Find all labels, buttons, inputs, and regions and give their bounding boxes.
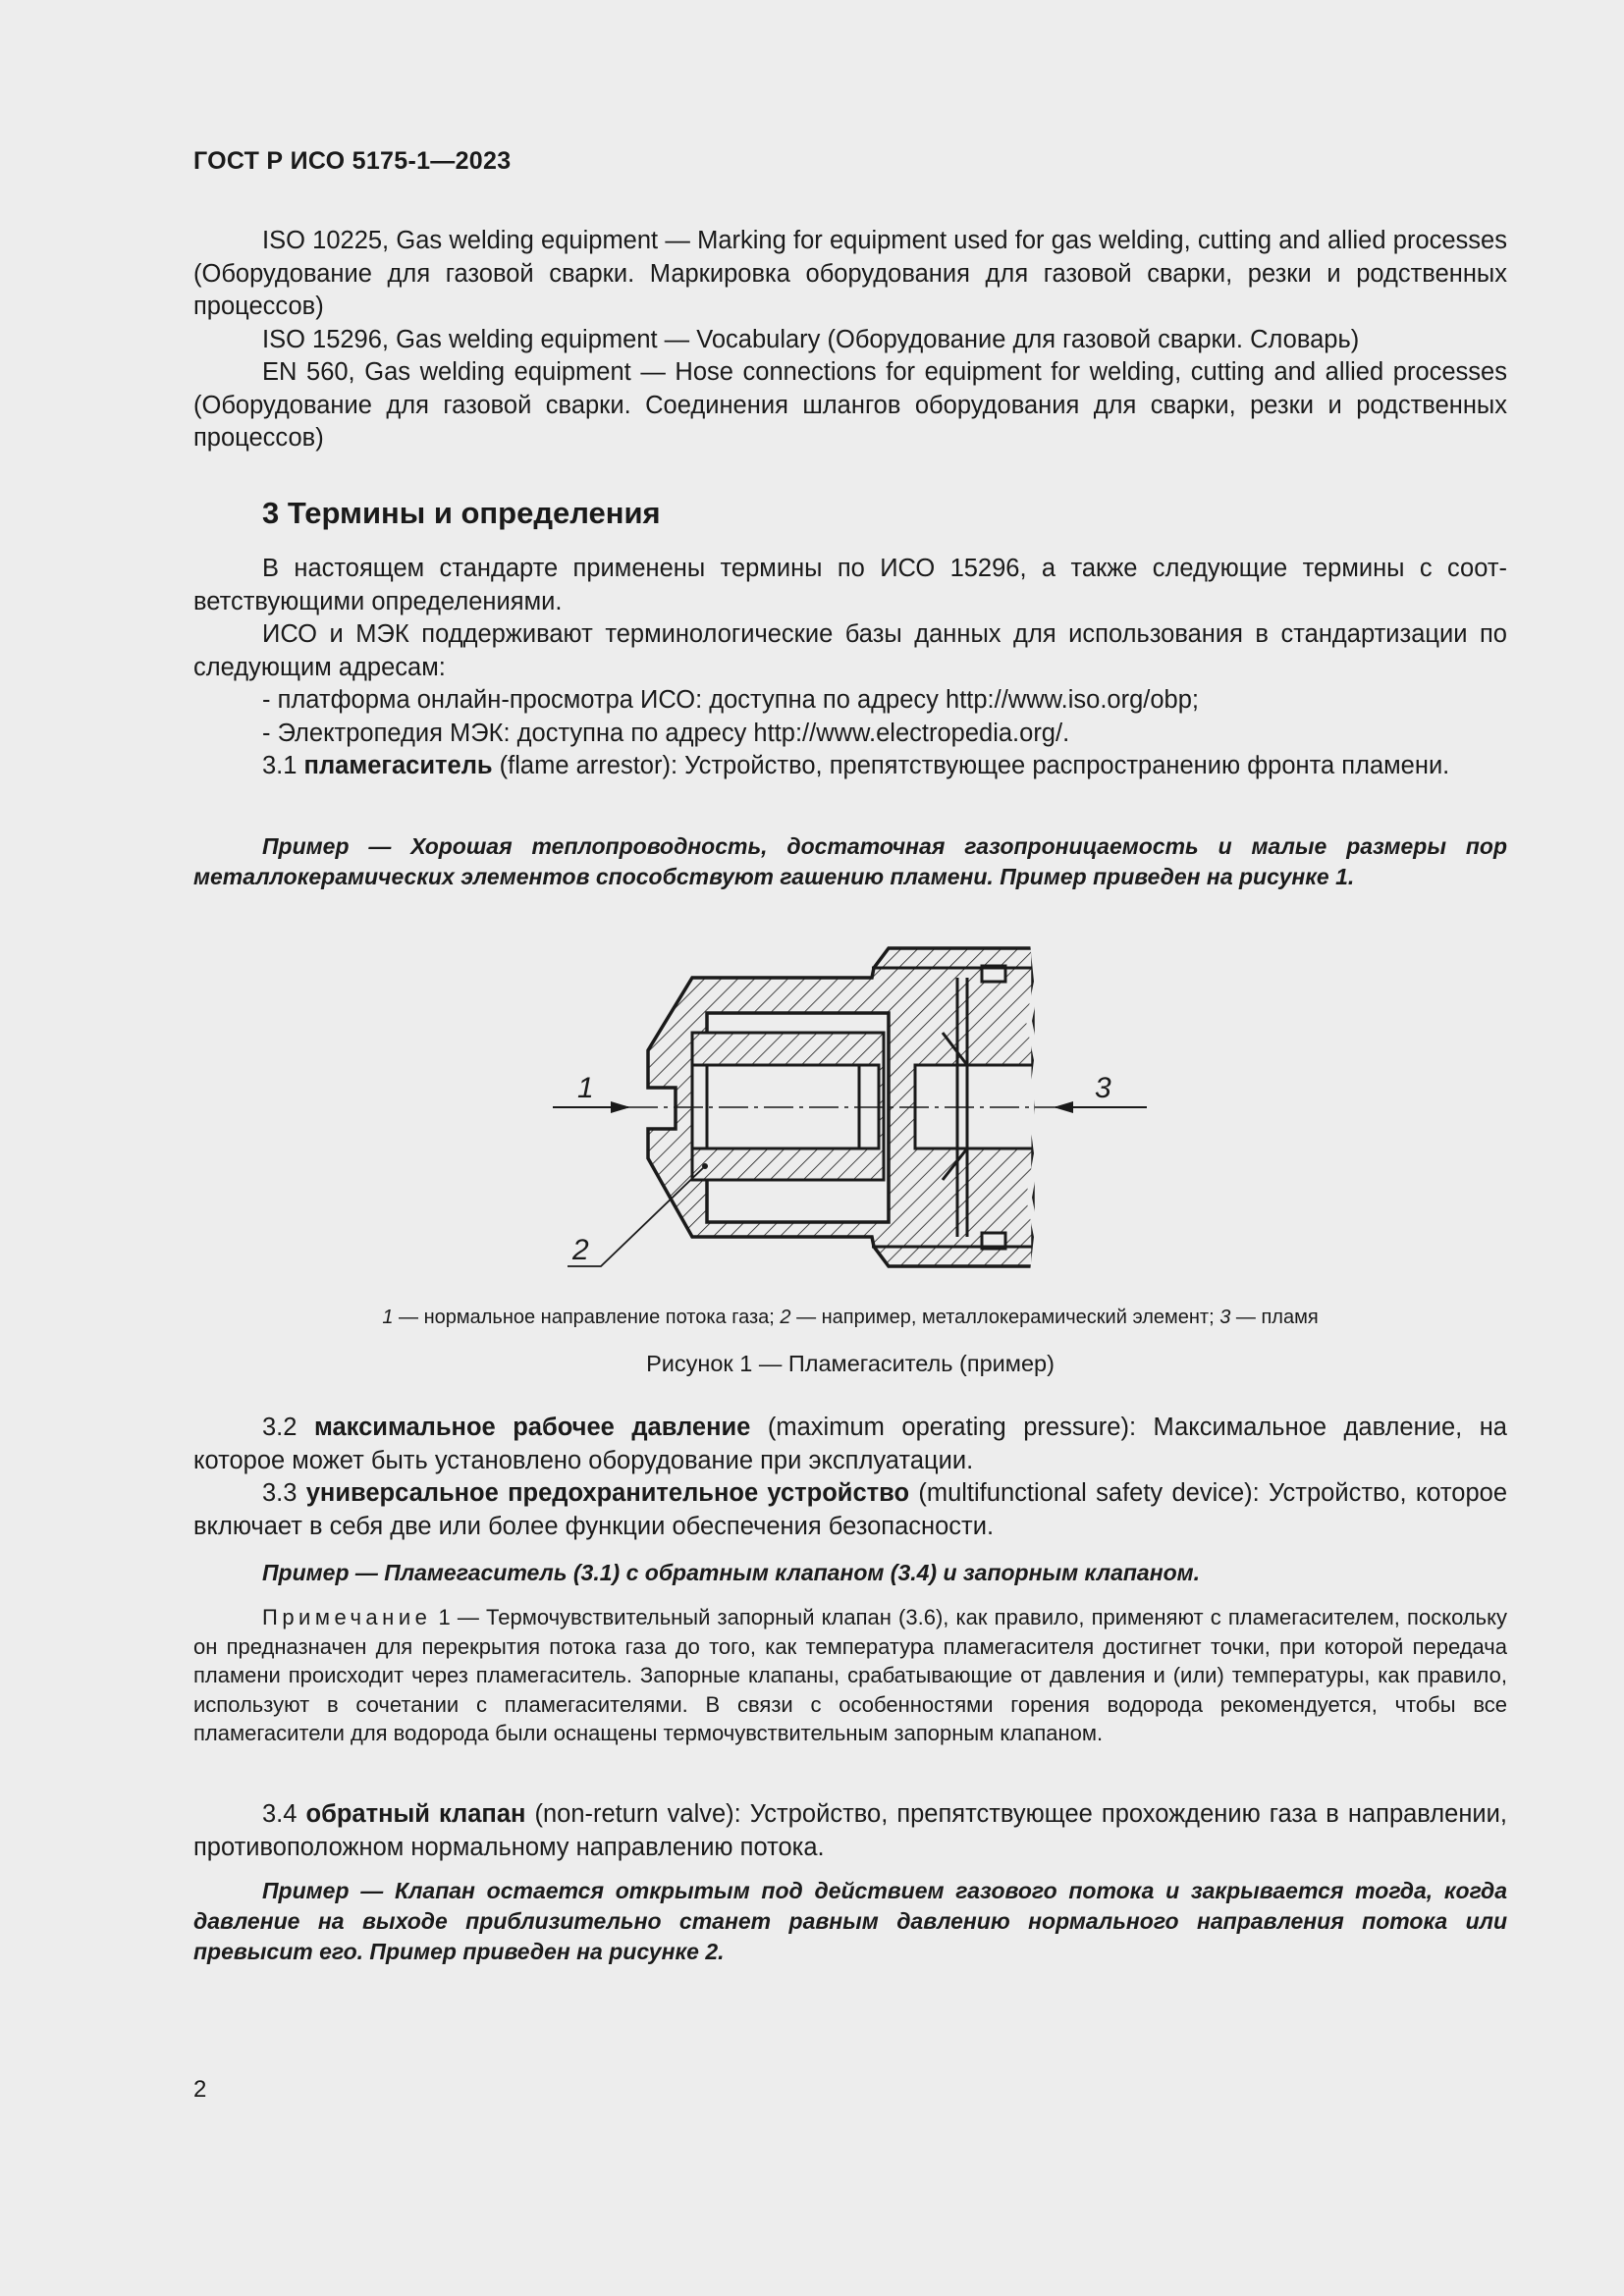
figure-title: Рисунок 1 — Пламегаситель (пример) <box>646 1351 1055 1376</box>
label-3: 3 <box>1095 1072 1111 1104</box>
term-3-4-example: Пример — Клапан остается открытым под действием газового потока и закрывается тогда, когда давление на выходе приблизительно станет равным давлению нормального направления потока или превысит его. Пример приведен на рисунке 2. <box>193 1878 1507 1964</box>
figure-1-legend-block <box>193 1307 1507 1329</box>
leader-dot <box>702 1163 708 1169</box>
label-2: 2 <box>572 1234 589 1266</box>
term-3-3-example: Пример — Пламегаситель (3.1) с обратным клапаном (3.4) и запорным клапаном. <box>262 1560 1201 1585</box>
reference-en-560: EN 560, Gas welding equipment — Hose connections for equipment for welding, cutting and allied processes (Оборудование для газовой сварки. Соединения шлангов оборудования для сварки, резки и родственных процессов) <box>193 358 1507 452</box>
legend-text: — нормальное направление потока газа; <box>393 1307 781 1328</box>
term-3-3-example-block <box>193 1558 1507 1588</box>
legend-text: — например, металлокерамический элемент; <box>790 1307 1220 1328</box>
terms-3-2-3-3 <box>193 1412 1507 1543</box>
document-header: ГОСТ Р ИСО 5175-1—2023 <box>193 147 512 175</box>
figure-legend <box>193 1307 1507 1329</box>
term-definition: (flame arrestor): Устройство, препятствующее распространению фронта пламени. <box>492 752 1450 779</box>
page-number: 2 <box>193 2076 207 2103</box>
term-3-4-block <box>193 1798 1507 1864</box>
note-label: Примечание <box>262 1605 432 1629</box>
references-block <box>193 225 1507 455</box>
term-number: 3.1 <box>262 752 298 779</box>
term-3-2 <box>193 1412 1507 1477</box>
term-name: пламегаситель <box>303 752 493 779</box>
legend-number: 3 <box>1219 1307 1231 1328</box>
note-block <box>193 1603 1507 1748</box>
legend-number: 1 <box>382 1307 394 1328</box>
term-definition: (non-return valve): Устройство, препятствующее прохождению газа в направлении, противоположном нормальному направлению потока. <box>193 1800 1507 1861</box>
note-text: 1 — Термочувствительный запорный клапан (3.6), как правило, применяют с пламегасителем, поскольку он предназначен для перекрытия потока газа до того, как температура пламегасителя достигнет точки, при которой передача пламени происходит через пламегаситель. Запорные клапаны, срабатывающие от давления и (или) температуры, как правило, используют в сочетании с пламегасителями. В связи с особенностями горения водорода рекомендуется, чтобы все пламегасители для водорода были оснащены термочувствительным запорным клапаном. <box>193 1605 1507 1745</box>
reference-iso-10225: ISO 10225, Gas welding equipment — Marking for equipment used for gas welding, cutting and allied processes (Оборудование для газовой сварки. Маркировка оборудования для газовой сварки, резки и родственных процессов) <box>193 227 1507 320</box>
arrowhead-icon <box>611 1101 630 1113</box>
term-number: 3.3 <box>262 1479 298 1507</box>
legend-text: — пламя <box>1230 1307 1319 1328</box>
term-definition: (multifunctional safety device): Устройство, которое включает в себя две или более функции обеспечения безопасности. <box>193 1479 1508 1540</box>
term-3-4 <box>193 1798 1507 1864</box>
note-1 <box>193 1603 1507 1748</box>
term-name: максимальное рабочее давление <box>313 1414 751 1441</box>
term-number: 3.2 <box>262 1414 298 1441</box>
list-item: - платформа онлайн-просмотра ИСО: доступна по адресу http://www.iso.org/obp; <box>262 686 1199 714</box>
label-1: 1 <box>577 1072 594 1104</box>
term-name: универсальное предохранительное устройство <box>305 1479 910 1507</box>
reference-iso-15296: ISO 15296, Gas welding equipment — Vocabulary (Оборудование для газовой сварки. Словарь) <box>262 325 1360 353</box>
section-3-intro <box>193 553 1507 783</box>
list-item: - Электропедия МЭК: доступна по адресу http://www.electropedia.org/. <box>262 719 1070 747</box>
section-title: 3 Термины и определения <box>262 496 661 530</box>
term-definition: (maximum operating pressure): Максимальное давление, на которое может быть установлено оборудование при эксплуатации. <box>193 1414 1507 1474</box>
term-3-1-example: Пример — Хорошая теплопроводность, достаточная газопроницаемость и малые размеры пор металлокерамических элементов способствуют гашению пламени. Пример приведен на рисунке 1. <box>193 833 1507 889</box>
term-3-3 <box>193 1477 1507 1543</box>
figure-1-drawing <box>540 933 1168 1276</box>
iso-iec-paragraph: ИСО и МЭК поддерживают терминологические базы данных для использования в стандартизации по следующим адресам: <box>193 620 1507 681</box>
arrowhead-icon <box>1054 1101 1073 1113</box>
term-3-4-example-block <box>193 1876 1507 1967</box>
intro-paragraph: В настоящем стандарте применены термины по ИСО 15296, а также следующие термины с соответствующими определениями. <box>193 555 1507 615</box>
flame-arrestor-body <box>648 948 1033 1266</box>
term-number: 3.4 <box>262 1800 298 1828</box>
term-name: обратный клапан <box>305 1800 526 1828</box>
term-3-1-example-block <box>193 831 1507 892</box>
term-3-1 <box>193 750 1507 783</box>
figure-1-title-block <box>193 1351 1507 1377</box>
legend-number: 2 <box>780 1307 791 1328</box>
section-3-heading <box>193 496 1507 531</box>
